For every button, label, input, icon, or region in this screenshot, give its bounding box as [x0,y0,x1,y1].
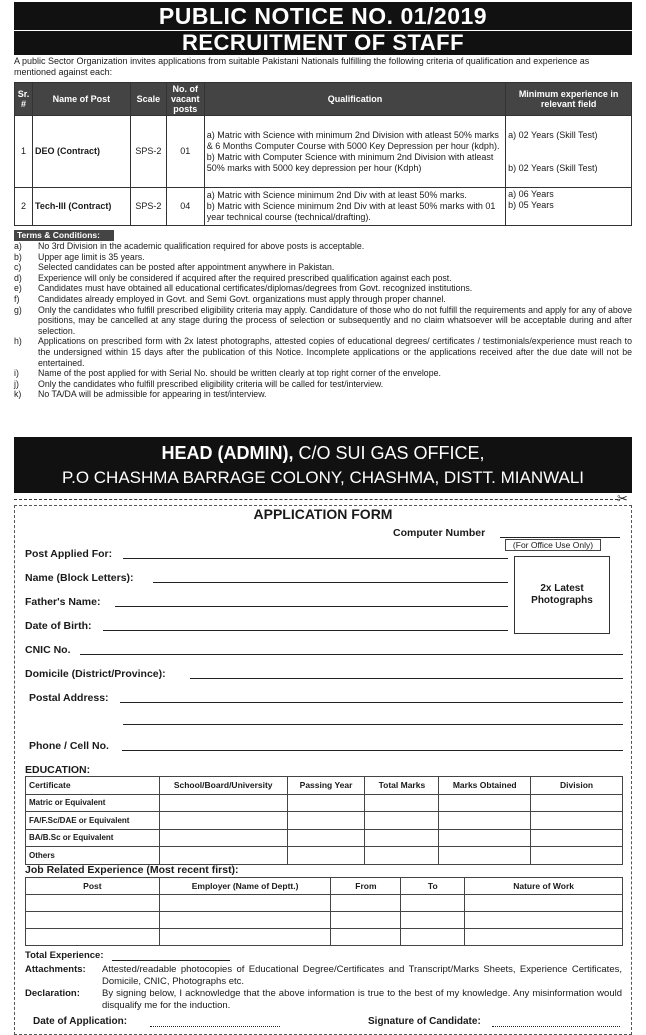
address-line-2: P.O CHASHMA BARRAGE COLONY, CHASHMA, DISTT. MIANWALI [61,468,585,487]
list-item [14,379,632,390]
exp-cell[interactable] [465,912,623,929]
term-letter: d) [14,272,22,283]
post-applied-label: Post Applied For: [25,548,113,560]
edu-cell[interactable] [159,847,287,865]
attachments-text: Attested/readable photocopies of Educational Degree/Certificates and Transcript/Marks Sheets, Experience Certificates, Domicile, CNIC, Photographs etc. [102,964,622,987]
experience-header-row [26,878,623,895]
notice-intro: A public Sector Organization invites applications from suitable Pakistani Nationals fulfilling the following criteria of qualification and experience as mentioned against each: [14,56,590,77]
domicile-label: Domicile (District/Province): [25,668,166,680]
row-scale: SPS-2 [130,188,166,226]
term-text: Upper age limit is 35 years. [38,251,145,262]
form-title: APPLICATION FORM [253,506,393,522]
edu-cell[interactable] [365,847,439,865]
qualification-a: a) Matric with Science with minimum 2nd Division with atleast 50% marks & 6 Months Computer Course with 5000 Key Depression per hour (kdph). [206,129,500,151]
post-applied-field[interactable] [123,558,508,559]
col-header-vacancies: No. of vacant posts [166,83,204,116]
edu-row-label: Matric or Equivalent [26,794,160,812]
term-text: Candidates already employed in Govt. and Semi Govt. organizations must apply through proper channel. [38,293,446,304]
cnic-label: CNIC No. [25,644,71,656]
row-experience [506,188,632,226]
edu-cell[interactable] [287,812,365,830]
table-row [15,116,632,188]
edu-cell[interactable] [439,794,531,812]
exp-cell[interactable] [331,895,401,912]
row-post: DEO (Contract) [32,116,130,188]
edu-cell[interactable] [439,829,531,847]
qualification-b: b) Matric with Computer Science with minimum 2nd Division with atleast 50% marks with 5000 key depression per hour (Kdph) [206,151,494,173]
terms-heading: Terms & Conditions: [14,230,114,241]
notice-subtitle: RECRUITMENT OF STAFF [14,31,632,55]
edu-cell[interactable] [287,794,365,812]
term-letter: b) [14,251,22,262]
col-header-qualification: Qualification [204,83,505,116]
declaration-text: By signing below, I acknowledge that the above information is true to the best of my knowledge. Any misinformation would disqualify me for the induction. [102,988,622,1011]
list-item [14,305,632,337]
edu-col-certificate: Certificate [26,777,160,795]
exp-cell[interactable] [159,895,331,912]
row-scale: SPS-2 [130,116,166,188]
exp-cell[interactable] [401,895,465,912]
computer-number-label: Computer Number [393,527,486,539]
edu-cell[interactable] [159,829,287,847]
signature-field[interactable] [492,1026,620,1027]
term-letter: j) [14,378,19,389]
qualification-a: a) Matric with Science minimum 2nd Div with at least 50% marks. [206,190,467,200]
term-letter: k) [14,389,22,400]
experience-b: b) 02 Years (Skill Test) [508,162,598,173]
attachments-label: Attachments: [25,964,86,975]
edu-cell[interactable] [365,829,439,847]
domicile-field[interactable] [190,678,623,679]
exp-col-from: From [331,878,401,895]
row-qualification [204,188,505,226]
list-item [14,262,632,273]
posts-table [14,82,632,226]
total-experience-field[interactable] [112,960,230,961]
table-row [26,847,623,865]
office-use-note: (For Office Use Only) [505,539,601,551]
term-text: No 3rd Division in the academic qualification required for above posts is acceptable. [38,241,365,251]
edu-row-label: FA/F.Sc/DAE or Equivalent [26,812,160,830]
col-header-post: Name of Post [32,83,130,116]
term-text: Experience will only be considered if acquired after the required prescribed qualification against each post. [38,272,452,283]
experience-a: a) 06 Years [508,189,554,199]
exp-cell[interactable] [159,912,331,929]
address-banner [14,437,632,493]
computer-number-field[interactable] [500,537,620,538]
total-experience-label: Total Experience: [25,950,104,961]
list-item [14,252,632,263]
terms-list [14,241,632,400]
list-item [14,241,632,252]
term-letter: a) [14,241,22,251]
cnic-field[interactable] [80,654,623,655]
edu-cell[interactable] [287,847,365,865]
list-item [14,336,632,368]
term-text: Only the candidates who fulfill prescribed eligibility criteria may apply. Candidature of those who do not fulfill the requirements and apply for any of above positions, may be cancelled at any stage during the process of selection or subsequently and no claim whatsoever will be acceptable during and after selection. [38,304,632,336]
exp-cell[interactable] [331,929,401,946]
photo-box-label: 2x Latest Photographs [531,583,593,606]
edu-cell[interactable] [365,812,439,830]
education-header-row [26,777,623,795]
term-text: No TA/DA will be admissible for appearing in test/interview. [38,389,267,400]
exp-col-nature: Nature of Work [465,878,623,895]
name-field[interactable] [153,582,508,583]
edu-cell[interactable] [287,829,365,847]
table-row [26,812,623,830]
exp-col-post: Post [26,878,160,895]
list-item [14,368,632,379]
edu-col-division: Division [531,777,623,795]
phone-label: Phone / Cell No. [29,740,109,752]
exp-cell[interactable] [159,929,331,946]
exp-cell[interactable] [26,929,160,946]
list-item [14,283,632,294]
experience-a: a) 02 Years (Skill Test) [508,129,598,140]
dob-field[interactable] [103,630,508,631]
edu-cell[interactable] [531,812,623,830]
edu-cell[interactable] [531,847,623,865]
scissors-icon: ✂ [617,491,628,506]
col-header-sr: Sr. # [15,83,33,116]
date-of-application-label: Date of Application: [33,1016,128,1027]
term-text: Selected candidates can be posted after appointment anywhere in Pakistan. [38,262,335,273]
edu-col-total-marks: Total Marks [365,777,439,795]
edu-cell[interactable] [531,794,623,812]
phone-field[interactable] [122,750,623,751]
father-name-field[interactable] [115,606,508,607]
row-vacancies: 01 [166,116,204,188]
list-item [14,273,632,284]
list-item [14,389,632,400]
postal-address-field-1[interactable] [120,702,623,703]
education-table [25,776,623,865]
table-row [26,912,623,929]
exp-cell[interactable] [26,895,160,912]
exp-cell[interactable] [465,895,623,912]
postal-address-label: Postal Address: [29,692,109,704]
edu-cell[interactable] [159,794,287,812]
education-heading: EDUCATION: [25,764,91,776]
date-of-application-field[interactable] [150,1026,280,1027]
table-row [15,188,632,226]
photo-box[interactable] [514,556,610,634]
address-head: HEAD (ADMIN), [161,443,294,463]
dob-label: Date of Birth: [25,620,92,632]
experience-b: b) 05 Years [508,200,554,210]
table-row [26,895,623,912]
exp-cell[interactable] [401,929,465,946]
row-vacancies: 04 [166,188,204,226]
term-text: Name of the post applied for with Serial No. should be written clearly at top right corner of the envelope. [38,368,441,379]
term-text: Candidates must have obtained all educational certificates/diplomas/degrees from Govt. recognized institutions. [38,283,473,294]
term-letter: c) [14,262,22,273]
exp-cell[interactable] [465,929,623,946]
edu-col-school: School/Board/University [159,777,287,795]
edu-cell[interactable] [439,812,531,830]
exp-cell[interactable] [26,912,160,929]
col-header-experience: Minimum experience in relevant field [506,83,632,116]
exp-col-employer: Employer (Name of Deptt.) [159,878,331,895]
edu-cell[interactable] [439,847,531,865]
row-experience [506,116,632,188]
table-row [26,794,623,812]
cut-line [14,499,618,500]
table-row [26,829,623,847]
name-label: Name (Block Letters): [25,572,134,584]
notice-title: PUBLIC NOTICE NO. 01/2019 [14,2,632,30]
term-letter: i) [14,368,19,379]
edu-cell[interactable] [159,812,287,830]
row-sr: 1 [15,116,33,188]
term-letter: h) [14,336,22,347]
exp-cell[interactable] [401,912,465,929]
qualification-b: b) Matric with Science minimum 2nd Div with at least 50% marks with 01 year technical course (technical/drafting). [206,201,496,222]
edu-cell[interactable] [531,829,623,847]
edu-row-label: Others [26,847,160,865]
list-item [14,294,632,305]
declaration-label: Declaration: [25,988,80,999]
experience-heading: Job Related Experience (Most recent first): [25,864,239,876]
edu-cell[interactable] [365,794,439,812]
term-text: Only the candidates who fulfill prescribed eligibility criteria will be called for test/interview. [38,378,384,389]
row-post: Tech-III (Contract) [32,188,130,226]
experience-table [25,877,623,946]
edu-col-marks-obtained: Marks Obtained [439,777,531,795]
signature-label: Signature of Candidate: [368,1016,481,1027]
table-row [26,929,623,946]
term-text: Applications on prescribed form with 2x latest photographs, attested copies of educational degrees/ certificates / testimonials/experience must reach to the undersigned within 15 days after the publication of this Notice. Incomplete applications or the applications received after the due date will not be entertained. [38,336,632,368]
row-sr: 2 [15,188,33,226]
edu-row-label: BA/B.Sc or Equivalent [26,829,160,847]
term-letter: f) [14,293,20,304]
term-letter: e) [14,283,22,294]
address-office: C/O SUI GAS OFFICE, [293,443,485,463]
father-name-label: Father's Name: [25,596,101,608]
exp-cell[interactable] [331,912,401,929]
edu-col-passing-year: Passing Year [287,777,365,795]
posts-table-header [15,83,632,116]
col-header-scale: Scale [130,83,166,116]
row-qualification [204,116,505,188]
term-letter: g) [14,304,22,315]
exp-col-to: To [401,878,465,895]
postal-address-field-2[interactable] [123,724,623,725]
